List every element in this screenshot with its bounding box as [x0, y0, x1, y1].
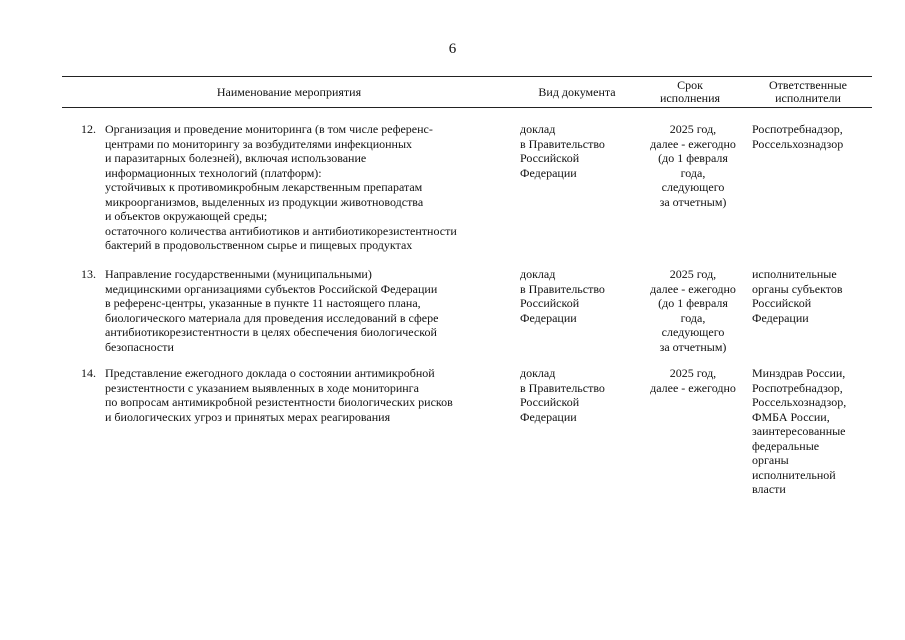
row-activity-text: [105, 122, 505, 253]
text-line: и объектов окружающей среды;: [105, 209, 268, 223]
doc-line: Российской: [520, 296, 580, 310]
text-line: центрами по мониторингу за возбудителями инфекционных: [105, 136, 413, 151]
responsible-line: федеральные: [752, 438, 820, 453]
row-number: 12.: [81, 122, 96, 136]
responsible-line: органы субъектов: [752, 281, 843, 296]
text-line: биологического материала для проведения исследований в сфере: [105, 310, 439, 325]
term-line: за отчетным): [659, 194, 727, 209]
term-line: (до 1 февраля: [658, 296, 728, 310]
text-line: и биологических угроз и принятых мерах реагирования: [105, 409, 391, 424]
row-activity-text: [105, 267, 505, 354]
text-line: резистентности с указанием выявленных в ходе мониторинга: [105, 380, 419, 395]
responsible-line: Минздрав России,: [752, 366, 846, 380]
column-header-responsible: [746, 79, 870, 105]
responsible-line: Россельхознадзор: [752, 136, 844, 151]
text-line: Представление ежегодного доклада о состоянии антимикробной: [105, 366, 435, 380]
text-line: и паразитарных болезней), включая использование: [105, 151, 367, 165]
responsible-line: ФМБА России,: [752, 409, 830, 424]
doc-line: в Правительство: [520, 380, 605, 395]
responsible-line: заинтересованные: [752, 424, 846, 438]
row-number: 13.: [81, 267, 96, 281]
column-header-name: Наименование мероприятия: [216, 85, 362, 99]
term-line: далее - ежегодно: [650, 281, 736, 296]
column-header-responsible-line: исполнители: [775, 91, 841, 105]
doc-line: Федерации: [520, 165, 577, 180]
term-line: за отчетным): [659, 339, 727, 354]
column-header-term: [640, 79, 740, 105]
row-doc-type: [520, 366, 638, 424]
row-doc-type: [520, 122, 638, 180]
row-number: 14.: [81, 366, 96, 380]
text-line: по вопросам антимикробной резистентности биологических рисков: [105, 395, 453, 409]
row-responsible: [752, 122, 870, 151]
text-line: Направление государственными (муниципальными): [105, 267, 372, 281]
doc-line: доклад: [520, 122, 556, 136]
doc-line: в Правительство: [520, 136, 605, 151]
responsible-line: Федерации: [752, 310, 809, 325]
text-line: остаточного количества антибиотиков и антибиотикорезистентности: [105, 223, 457, 238]
term-line: 2025 год,: [669, 122, 717, 136]
doc-line: Федерации: [520, 409, 577, 424]
responsible-line: Россельхознадзор,: [752, 395, 847, 409]
responsible-line: органы: [752, 453, 789, 467]
table-header-top-rule: [62, 76, 872, 77]
column-header-term-line: Срок: [677, 78, 703, 92]
term-line: (до 1 февраля: [658, 151, 728, 165]
responsible-line: исполнительной: [752, 467, 836, 482]
responsible-line: исполнительные: [752, 267, 837, 281]
doc-line: доклад: [520, 366, 556, 380]
text-line: устойчивых к противомикробным лекарственным препаратам: [105, 180, 423, 194]
row-responsible: [752, 366, 870, 497]
text-line: бактерий в продовольственном сырье и пищевых продуктах: [105, 238, 413, 252]
doc-line: Федерации: [520, 310, 577, 325]
row-doc-type: [520, 267, 638, 325]
term-line: 2025 год,: [669, 366, 717, 380]
page-number: 6: [448, 41, 457, 57]
term-line: 2025 год,: [669, 267, 717, 281]
text-line: медицинскими организациями субъектов Российской Федерации: [105, 281, 438, 296]
responsible-line: Роспотребнадзор,: [752, 380, 843, 395]
column-header-responsible-line: Ответственные: [769, 78, 847, 92]
row-term: [640, 267, 746, 354]
responsible-line: Роспотребнадзор,: [752, 122, 843, 136]
text-line: микроорганизмов, выделенных из продукции животноводства: [105, 194, 424, 209]
row-activity-text: [105, 366, 505, 424]
doc-line: в Правительство: [520, 281, 605, 296]
text-line: безопасности: [105, 339, 174, 354]
text-line: в референс-центры, указанные в пункте 11 настоящего плана,: [105, 296, 421, 310]
doc-line: Российской: [520, 395, 580, 409]
doc-line: Российской: [520, 151, 580, 165]
responsible-line: Российской: [752, 296, 812, 310]
text-line: Организация и проведение мониторинга (в том числе референс-: [105, 122, 433, 136]
table-header-bottom-rule: [62, 107, 872, 108]
row-term: [640, 122, 746, 209]
term-line: следующего: [661, 180, 725, 194]
term-line: далее - ежегодно: [650, 380, 736, 395]
doc-line: доклад: [520, 267, 556, 281]
term-line: следующего: [661, 325, 725, 339]
column-header-doc-type: Вид документа: [538, 85, 616, 99]
term-line: года,: [680, 310, 706, 325]
text-line: информационных технологий (платформ):: [105, 165, 322, 180]
text-line: антибиотикорезистентности в целях обеспечения биологической: [105, 325, 437, 339]
row-responsible: [752, 267, 870, 325]
responsible-line: власти: [752, 482, 786, 496]
column-header-term-line: исполнения: [659, 91, 721, 105]
term-line: года,: [680, 165, 706, 180]
row-term: [640, 366, 746, 395]
term-line: далее - ежегодно: [650, 136, 736, 151]
